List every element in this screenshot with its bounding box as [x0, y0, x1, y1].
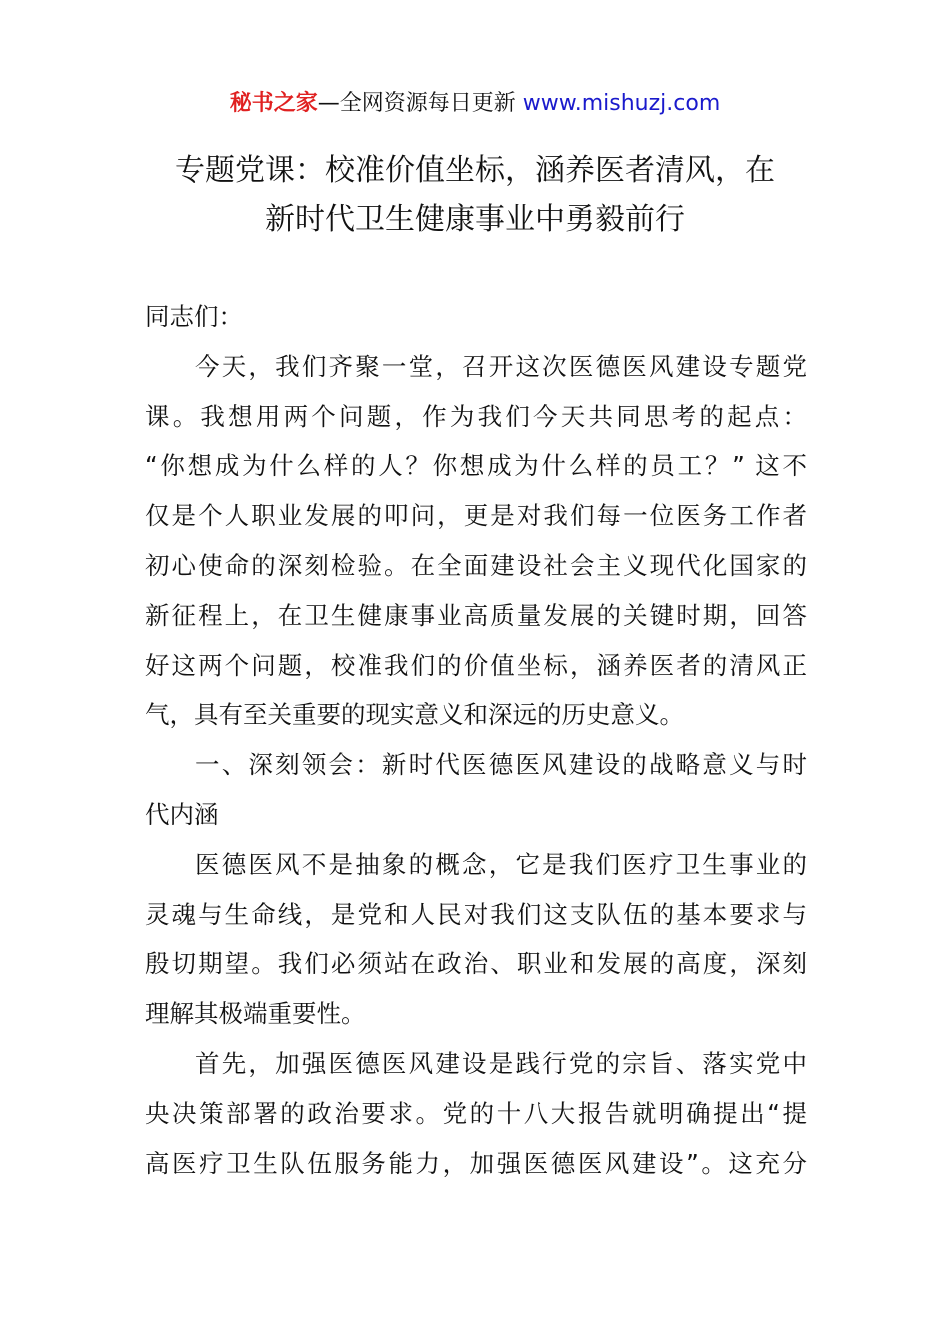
paragraph-line: 仅是个人职业发展的叩问，更是对我们每一位医务工作者: [145, 501, 807, 531]
section-heading-line: 一、深刻领会：新时代医德医风建设的战略意义与时: [195, 750, 807, 780]
paragraph-line: 高医疗卫生队伍服务能力，加强医德医风建设”。这充分: [145, 1148, 807, 1178]
paragraph-line: 好这两个问题，校准我们的价值坐标，涵养医者的清风正: [145, 650, 807, 680]
paragraph-line: “你想成为什么样的人？你想成为什么样的员工？” 这不: [145, 451, 807, 481]
paragraph-line: 央决策部署的政治要求。党的十八大报告就明确提出“提: [145, 1098, 807, 1128]
paragraph-line: 初心使命的深刻检验。在全面建设社会主义现代化国家的: [145, 550, 807, 580]
site-link[interactable]: www.mishuzj.com: [522, 91, 721, 116]
paragraph-line: 理解其极端重要性。: [145, 999, 366, 1029]
paragraph-line: 课。我想用两个问题，作为我们今天共同思考的起点：: [145, 401, 807, 431]
brand-name: 秘书之家: [229, 91, 318, 116]
document-body: [145, 295, 807, 1191]
site-header: [0, 88, 950, 120]
paragraph-line: 医德医风不是抽象的概念，它是我们医疗卫生事业的: [195, 849, 807, 879]
paragraph-line: 灵魂与生命线，是党和人民对我们这支队伍的基本要求与: [145, 899, 807, 929]
title-line: 新时代卫生健康事业中勇毅前行: [265, 202, 685, 237]
header-tagline: —全网资源每日更新: [317, 91, 523, 116]
title-line: 专题党课：校准价值坐标，涵养医者清风，在: [175, 153, 775, 188]
paragraph-line: 殷切期望。我们必须站在政治、职业和发展的高度，深刻: [145, 949, 807, 979]
paragraph-line: 气，具有至关重要的现实意义和深远的历史意义。: [145, 700, 684, 730]
paragraph-line: 新征程上，在卫生健康事业高质量发展的关键时期，回答: [145, 600, 807, 630]
paragraph-line: 首先，加强医德医风建设是践行党的宗旨、落实党中: [195, 1048, 807, 1078]
paragraph-line: 今天，我们齐聚一堂，召开这次医德医风建设专题党: [195, 351, 807, 381]
salutation: 同志们：: [145, 302, 243, 331]
document-title: [0, 146, 950, 244]
section-heading-line: 代内涵: [145, 799, 219, 829]
